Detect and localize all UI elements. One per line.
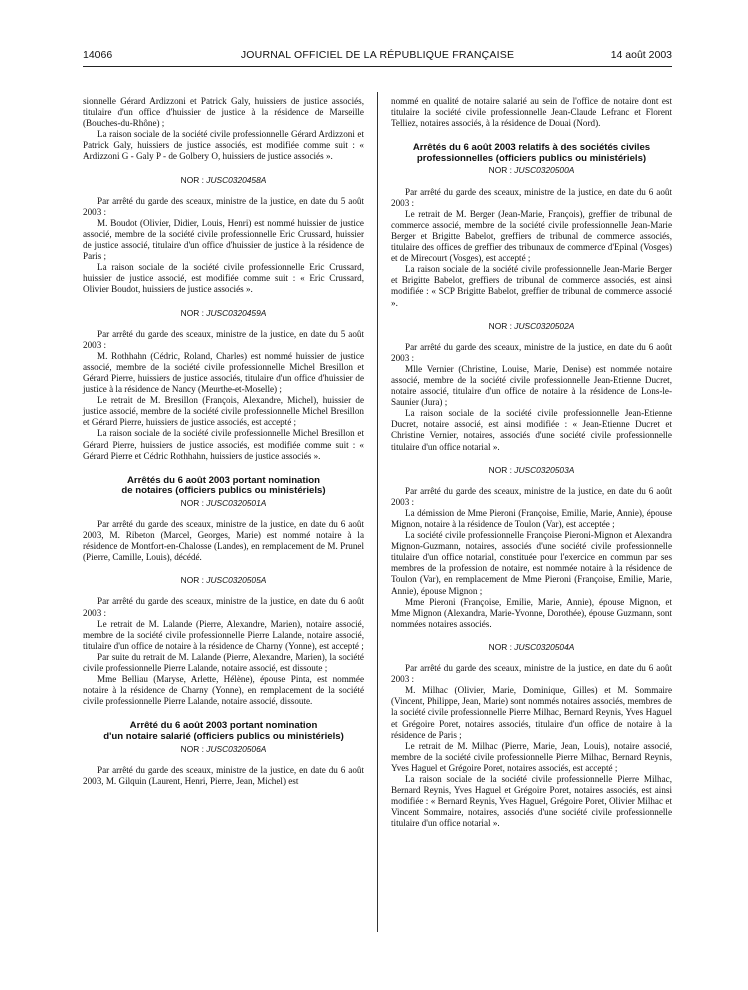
nor-label: NOR :: [180, 743, 204, 754]
nor-label: NOR :: [488, 320, 512, 331]
nor-code: JUSC0320459A: [206, 307, 267, 318]
section-heading-line: Arrêtés du 6 août 2003 portant nomination: [127, 474, 320, 486]
nor-label: NOR :: [180, 497, 204, 508]
paragraph: Mme Pieroni (Françoise, Emilie, Marie, Annie), épouse Mignon, et Mme Mignon (Alexandra, Marie-Yvonne, Dorothée), épouse Guzmann, sont nommées notaires associés.: [391, 596, 672, 629]
section-heading-line: d'un notaire salarié (officiers publics ou ministériels): [103, 731, 344, 742]
nor-reference: [83, 308, 364, 319]
nor-code: JUSC0320500A: [514, 165, 575, 176]
nor-code: JUSC0320458A: [206, 174, 267, 185]
paragraph: La raison sociale de la société civile professionnelle Jean-Etienne Ducret, notaire associé, est ainsi modifiée : « Jean-Etienne Ducret et Christine Vernier, notaires, associés d'une société civile professionnelle titulaire d'un office notarial ».: [391, 408, 672, 452]
paragraph: Par arrêté du garde des sceaux, ministre de la justice, en date du 5 août 2003 :: [83, 328, 364, 350]
paragraph: La raison sociale de la société civile professionnelle Jean-Marie Berger et Brigitte Babelot, greffiers de tribunal de commerce associés, est ainsi modifiée : « SCP Brigitte Babelot, greffier de tribunal de commerce associé ».: [391, 264, 672, 308]
section-heading: [391, 143, 672, 164]
paragraph: La raison sociale de la société civile professionnelle Eric Crussard, huissier de justice associé, est modifiée comme suit : « Eric Crussard, Olivier Boudot, huissiers de justice associés ».: [83, 262, 364, 295]
paragraph: M. Rothhahn (Cédric, Roland, Charles) est nommé huissier de justice associé, membre de la société civile professionnelle Michel Bresillon et Gérard Pierre, huissiers de justice associés, titulaire d'un office d'huissier de justice à la résidence de Nancy (Meurthe-et-Moselle) ;: [83, 350, 364, 395]
paragraph: Le retrait de M. Berger (Jean-Marie, François), greffier de tribunal de commerce associé, membre de la société civile professionnelle Jean-Marie Berger et Brigitte Babelot, greffiers de tribunal de commerce associés, titulaire des offices de greffier des tribunaux de commerce d'Epinal (Vosges) et de Mirecourt (Vosges), est accepté ;: [391, 208, 672, 264]
section-heading-line: de notaires (officiers publics ou ministériels): [121, 485, 326, 497]
section-heading: [83, 721, 364, 742]
paragraph: Par suite du retrait de M. Lalande (Pierre, Alexandre, Marien), la société civile professionnelle Pierre Lalande, notaire associé, est dissoute ;: [83, 651, 364, 674]
paragraph: Par arrêté du garde des sceaux, ministre de la justice, en date du 6 août 2003 :: [391, 186, 672, 208]
paragraph: Par arrêté du garde des sceaux, ministre de la justice, en date du 6 août 2003 :: [391, 485, 672, 507]
paragraph: M. Boudot (Olivier, Didier, Louis, Henri) est nommé huissier de justice associé, membre de la société civile professionnelle Eric Crussard, huissier de justice associé, titulaire d'un office d'huissier de justice à la résidence de Paris ;: [83, 217, 364, 262]
column-divider: [377, 92, 378, 932]
nor-code: JUSC0320502A: [514, 320, 575, 331]
nor-label: NOR :: [488, 641, 512, 652]
nor-reference: [391, 465, 672, 476]
paragraph: M. Milhac (Olivier, Marie, Dominique, Gilles) et M. Sommaire (Vincent, Philippe, Jean, Marie) sont nommés notaires associés, membres de la société civile professionnelle Pierre Milhac, Bernard Reynis, Yves Haguel et Grégoire Poret, notaires associés, titulaire d'un office de notaire à la résidence de Paris ;: [391, 685, 672, 740]
nor-label: NOR :: [488, 165, 512, 176]
paragraph: Par arrêté du garde des sceaux, ministre de la justice, en date du 6 août 2003 :: [391, 663, 672, 685]
paragraph: Mme Belliau (Maryse, Arlette, Hélène), épouse Pinta, est nommée notaire à la résidence de Charny (Yonne), en remplacement de la société civile professionnelle Pierre Lalande, notaire associé, dissoute.: [83, 674, 364, 707]
paragraph: Mlle Vernier (Christine, Louise, Marie, Denise) est nommée notaire associé, membre de la société civile professionnelle Jean-Etienne Ducret, notaire associé, titulaire d'un office de notaire à la résidence de Lons-le-Saunier (Jura) ;: [391, 363, 672, 408]
nor-label: NOR :: [488, 464, 512, 475]
left-column: [83, 96, 364, 787]
right-column: [391, 96, 672, 829]
paragraph: Par arrêté du garde des sceaux, ministre de la justice, en date du 6 août 2003 :: [391, 341, 672, 363]
nor-reference: [391, 321, 672, 332]
page-number: 14066: [83, 49, 113, 61]
nor-reference: [83, 575, 364, 586]
section-heading: [83, 476, 364, 497]
paragraph: Par arrêté du garde des sceaux, ministre de la justice, en date du 6 août 2003, M. Ribeton (Marcel, Georges, Marie) est nommé notaire à la résidence de Montfort-en-Chalosse (Landes), en remplacement de M. Prunel (Pierre, Camille, Louis), décédé.: [83, 519, 364, 563]
paragraph: La raison sociale de la société civile professionnelle Gérard Ardizzoni et Patrick Galy, huissiers de justice associés, est modifiée comme suit : « Ardizzoni G - Galy P - de Golbery O, huissiers de justice associés ».: [83, 129, 364, 162]
header-rule: [83, 66, 672, 67]
nor-reference: [391, 642, 672, 653]
paragraph: Par arrêté du garde des sceaux, ministre de la justice, en date du 6 août 2003 :: [83, 596, 364, 618]
paragraph: Par arrêté du garde des sceaux, ministre de la justice, en date du 6 août 2003, M. Gilquin (Laurent, Henri, Pierre, Jean, Michel) est: [83, 764, 364, 786]
nor-reference: [83, 744, 364, 755]
nor-code: JUSC0320504A: [514, 641, 575, 652]
nor-code: JUSC0320505A: [206, 575, 267, 586]
paragraph: Par arrêté du garde des sceaux, ministre de la justice, en date du 5 août 2003 :: [83, 195, 364, 217]
paragraph: Le retrait de M. Bresillon (François, Alexandre, Michel), huissier de justice associé, membre de la société civile professionnelle Michel Bresillon et Gérard Pierre, huissiers de justice associés, est accepté ;: [83, 395, 364, 428]
paragraph: sionnelle Gérard Ardizzoni et Patrick Galy, huissiers de justice associés, titulaire d'un office d'huissier de justice à la résidence de Marseille (Bouches-du-Rhône) ;: [83, 96, 364, 129]
nor-code: JUSC0320506A: [206, 743, 267, 754]
nor-reference: [83, 175, 364, 186]
page-header: [83, 49, 672, 65]
nor-label: NOR :: [180, 174, 204, 185]
paragraph: La raison sociale de la société civile professionnelle Pierre Milhac, Bernard Reynis, Yves Haguel et Grégoire Poret, notaires associés, est ainsi modifiée : « Bernard Reynis, Yves Haguel, Grégoire Poret, Olivier Milhac et Vincent Sommaire, notaires, associés d'une société civile professionnelle titulaire d'un office notarial ».: [391, 773, 672, 829]
paragraph: Le retrait de M. Milhac (Pierre, Marie, Jean, Louis), notaire associé, membre de la société civile professionnelle Pierre Milhac, Bernard Reynis, Yves Haguel et Grégoire Poret, notaires associés, est accepté ;: [391, 740, 672, 773]
paragraph: La société civile professionnelle Françoise Pieroni-Mignon et Alexandra Mignon-Guzmann, notaires, associés d'une société civile professionnelle titulaire d'un office notarial, constituée pour l'exercice en commun par ses membres de la profession de notaire, est nommée notaire à la résidence de Toulon (Var), en remplacement de Mme Pieroni (Françoise, Emilie, Marie, Annie), épouse Mignon ;: [391, 530, 672, 596]
nor-code: JUSC0320503A: [514, 464, 575, 475]
paragraph: nommé en qualité de notaire salarié au sein de l'office de notaire dont est titulaire la société civile professionnelle Jean-Claude Lefranc et Florent Telliez, notaires associés, à la résidence de Douai (Nord).: [391, 96, 672, 129]
nor-code: JUSC0320501A: [206, 497, 267, 508]
nor-label: NOR :: [180, 307, 204, 318]
paragraph: Le retrait de M. Lalande (Pierre, Alexandre, Marien), notaire associé, membre de la société civile professionnelle Pierre Lalande, notaire associé, titulaire d'un office de notaire à la résidence de Charny (Yonne), est accepté ;: [83, 618, 364, 651]
journal-title: JOURNAL OFFICIEL DE LA RÉPUBLIQUE FRANÇAISE: [240, 49, 515, 61]
section-heading-line: professionnelles (officiers publics ou ministériels): [416, 152, 647, 164]
nor-reference: [391, 165, 672, 176]
section-heading-line: Arrêtés du 6 août 2003 relatifs à des sociétés civiles: [412, 142, 651, 154]
paragraph: La raison sociale de la société civile professionnelle Michel Bresillon et Gérard Pierre, huissiers de justice associés, est modifiée comme suit : « Gérard Pierre et Cédric Rothhahn, huissiers de justice associés ».: [83, 428, 364, 461]
section-heading-line: Arrêté du 6 août 2003 portant nomination: [129, 720, 318, 732]
paragraph: La démission de Mme Pieroni (Françoise, Emilie, Marie, Annie), épouse Mignon, notaire à la résidence de Toulon (Var), est acceptée ;: [391, 507, 672, 529]
nor-label: NOR :: [180, 575, 204, 586]
nor-reference: [83, 498, 364, 509]
issue-date: 14 août 2003: [610, 49, 672, 61]
